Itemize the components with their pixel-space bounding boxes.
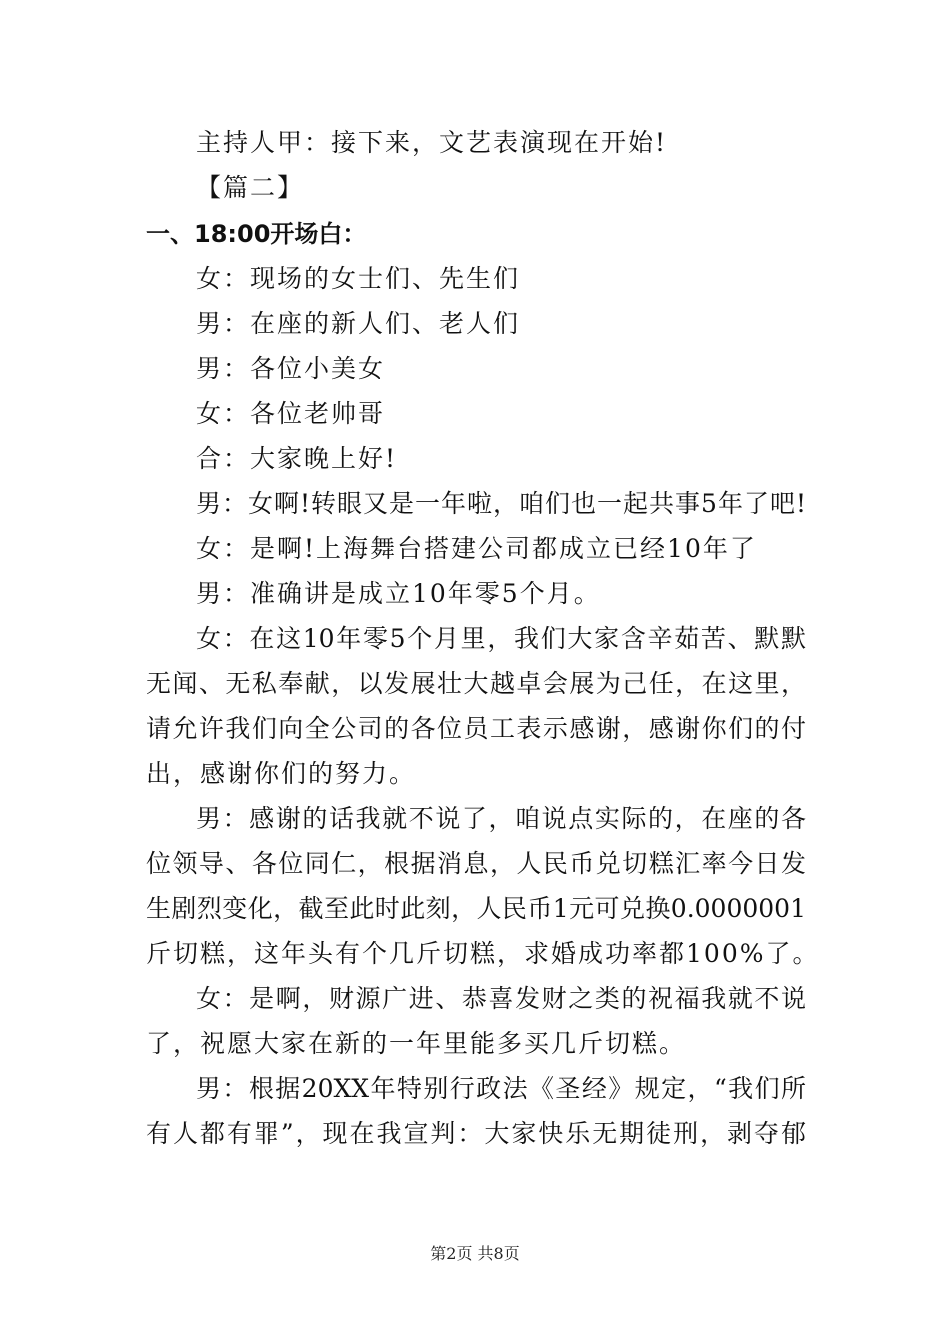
dialogue-line: 男：准确讲是成立10年零5个月。 — [196, 579, 601, 608]
paragraph-line: 生剧烈变化，截至此时此刻，人民币1元可兑换0.0000001 — [146, 894, 806, 923]
paragraph-line: 斤切糕，这年头有个几斤切糕，求婚成功率都100%了。 — [146, 939, 820, 968]
dialogue-line: 女：现场的女士们、先生们 — [196, 264, 521, 293]
dialogue-line: 合：大家晚上好! — [196, 444, 398, 473]
paragraph-line: 女：在这10年零5个月里，我们大家含辛茹苦、默默 — [196, 624, 806, 653]
paragraph-line: 了，祝愿大家在新的一年里能多买几斤切糕。 — [146, 1029, 687, 1058]
paragraph-line: 请允许我们向全公司的各位员工表示感谢，感谢你们的付 — [146, 714, 806, 743]
text-line: 主持人甲：接下来，文艺表演现在开始! — [196, 128, 668, 157]
paragraph-line: 位领导、各位同仁，根据消息，人民币兑切糕汇率今日发 — [146, 849, 806, 878]
paragraph-line: 出，感谢你们的努力。 — [146, 759, 417, 788]
paragraph-line: 有人都有罪”，现在我宣判：大家快乐无期徒刑，剥夺郁 — [146, 1119, 806, 1148]
paragraph-line: 男：根据20XX年特别行政法《圣经》规定，“我们所 — [196, 1074, 806, 1103]
dialogue-line: 女：各位老帅哥 — [196, 399, 386, 428]
dialogue-line: 男：在座的新人们、老人们 — [196, 309, 521, 338]
paragraph-line: 女：是啊，财源广进、恭喜发财之类的祝福我就不说 — [196, 984, 806, 1013]
dialogue-line: 女：是啊!上海舞台搭建公司都成立已经10年了 — [196, 534, 757, 563]
section-label: 【篇二】 — [196, 173, 305, 202]
paragraph-line: 男：感谢的话我就不说了，咱说点实际的，在座的各 — [196, 804, 806, 833]
page-footer: 第2页 共8页 — [430, 1244, 520, 1263]
dialogue-line: 男：各位小美女 — [196, 354, 386, 383]
dialogue-line: 男：女啊!转眼又是一年啦，咱们也一起共事5年了吧! — [196, 489, 806, 518]
paragraph-line: 无闻、无私奉献，以发展壮大越卓会展为己任，在这里， — [146, 669, 806, 698]
section-heading: 一、18:00开场白： — [146, 220, 367, 248]
